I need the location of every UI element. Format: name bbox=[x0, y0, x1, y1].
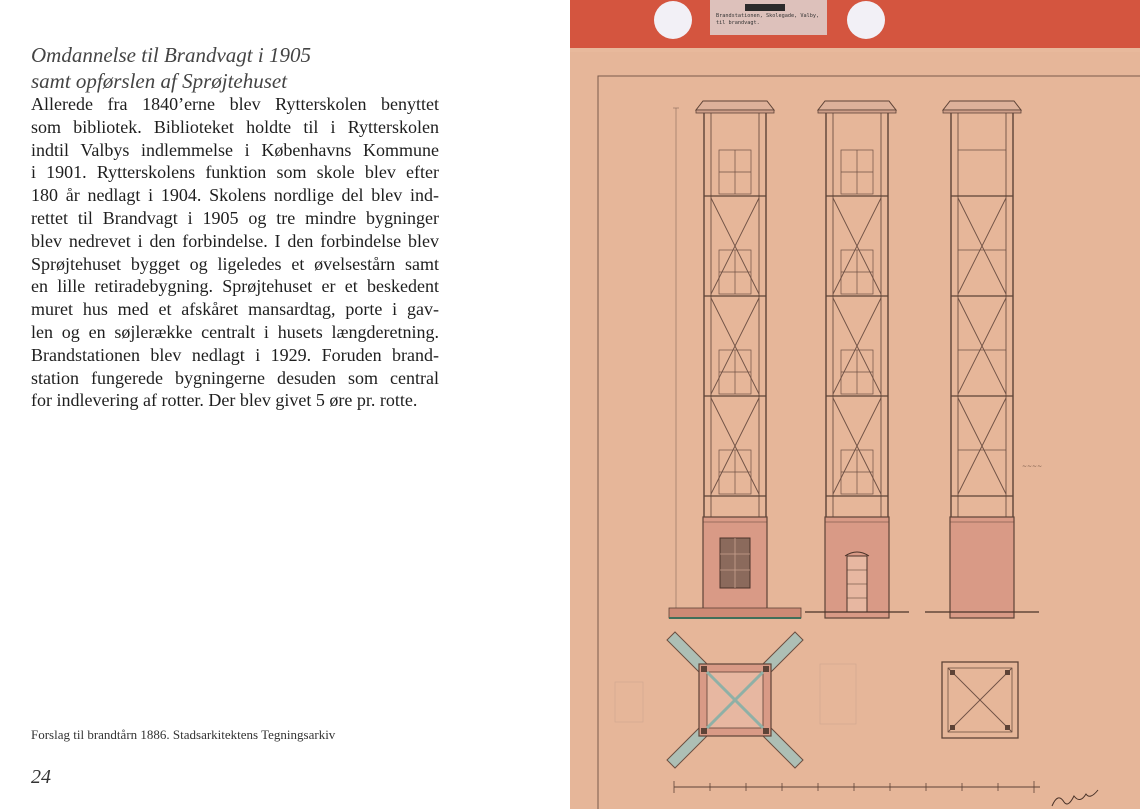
body-line: Sprøjtehuset bygget og ligeledes et øvelsestårn samt bbox=[31, 253, 439, 274]
body-line: Allerede fra 1840’erne blev Rytterskolen benyttet bbox=[31, 94, 439, 114]
body-paragraph bbox=[31, 93, 439, 412]
body-line: 180 år nedlagt i 1904. Skolens nordlige del blev ind- bbox=[31, 185, 439, 206]
archive-stamp bbox=[745, 4, 785, 11]
body-line: rettet til Brandvagt i 1905 og tre mindre bygninger bbox=[31, 207, 439, 228]
body-line: i 1901. Rytterskolens funktion som skole blev efter bbox=[31, 162, 439, 183]
punch-hole-left bbox=[654, 1, 692, 39]
page-number: 24 bbox=[31, 766, 51, 788]
archive-label-line-2: til brandvagt. bbox=[716, 20, 760, 26]
body-line: indtil Valbys indlemmelse i Københavns Kommune bbox=[31, 139, 439, 160]
heading-line-2: samt opførslen af Sprøjtehuset bbox=[31, 69, 288, 93]
body-line: for indlevering af rotter. Der blev givet 5 øre pr. rotte. bbox=[31, 390, 418, 411]
figure-caption: Forslag til brandtårn 1886. Stadsarkitektens Tegningsarkiv bbox=[31, 727, 336, 742]
body-line: en lille retiradebygning. Sprøjtehuset er et beskedent bbox=[31, 276, 439, 297]
body-line: som bibliotek. Biblioteket holdte til i Rytterskolen bbox=[31, 116, 439, 137]
heading-line-1: Omdannelse til Brandvagt i 1905 bbox=[31, 43, 311, 67]
body-line: Brandstationen blev nedlagt i 1929. Foruden brand- bbox=[31, 344, 439, 365]
body-line: len og en søjlerække centralt i husets længderetning. bbox=[31, 321, 439, 342]
body-line: muret hus med et afskåret mansardtag, porte i gav- bbox=[31, 299, 439, 320]
svg-text:~~~~: ~~~~ bbox=[1022, 463, 1043, 470]
architectural-drawing-image bbox=[570, 0, 1140, 809]
punch-hole-right bbox=[847, 1, 885, 39]
section-heading bbox=[31, 42, 451, 94]
archive-label-line-1: Brandstationen, Skolegade, Valby, bbox=[716, 13, 820, 19]
body-line: blev nedrevet i den forbindelse. I den forbindelse blev bbox=[31, 230, 439, 251]
tower-elevation-drawing bbox=[570, 0, 1140, 809]
body-line: station fungerede bygningerne desuden som central bbox=[31, 367, 439, 388]
